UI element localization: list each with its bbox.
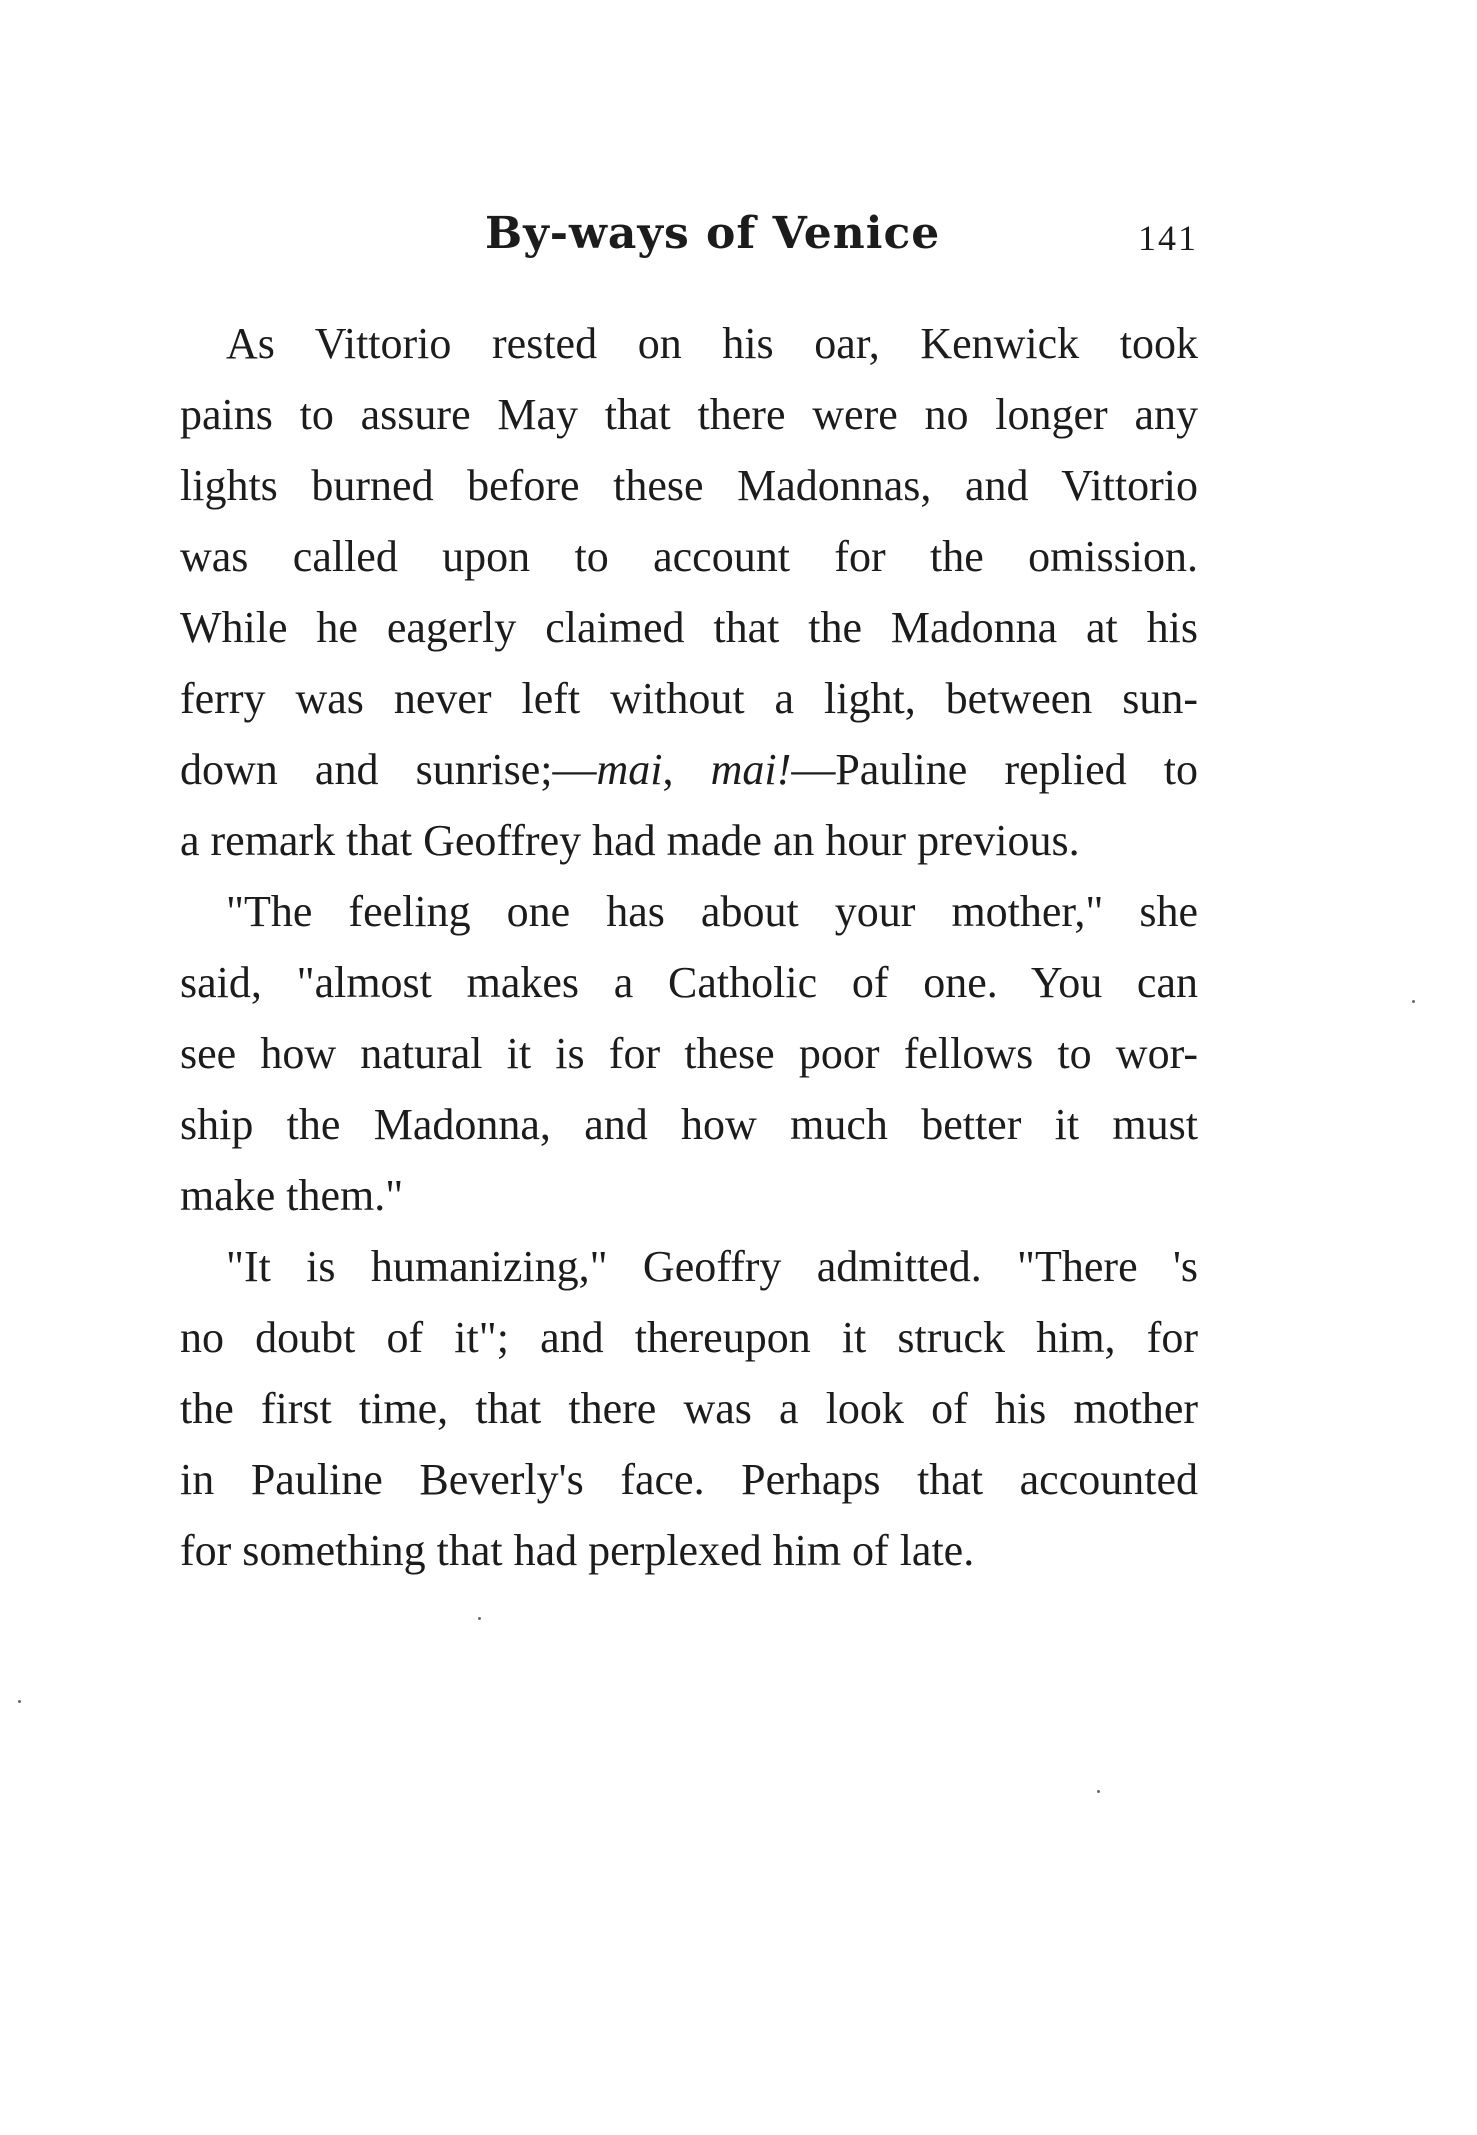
text-line: As Vittorio rested on his oar, Kenwick took (226, 319, 1198, 368)
text-line: was called upon to account for the omission. (180, 532, 1198, 581)
text-span: —Pauline replied to (791, 745, 1198, 794)
text-span: down and sunrise;— (180, 745, 597, 794)
text-line: While he eagerly claimed that the Madonna at his (180, 603, 1198, 652)
text-line: lights burned before these Madonnas, and Vittorio (180, 461, 1198, 510)
text-line: ferry was never left without a light, between sun- (180, 674, 1198, 723)
italic-word: mai (596, 745, 663, 794)
text-line: a remark that Geoffrey had made an hour previous. (180, 816, 1080, 865)
text-line-mixed (180, 734, 1198, 805)
text-line: the first time, that there was a look of his mother (180, 1384, 1198, 1433)
running-title: By-ways of Venice (485, 208, 941, 259)
paper-speck (478, 1617, 481, 1620)
page-number: 141 (1138, 218, 1198, 258)
text-line: make them." (180, 1171, 404, 1220)
paper-speck (1412, 1000, 1415, 1003)
paper-speck (1097, 1790, 1100, 1793)
text-line: said, "almost makes a Catholic of one. You can (180, 958, 1198, 1007)
text-line: "The feeling one has about your mother," she (226, 887, 1198, 936)
paper-speck (18, 1700, 21, 1703)
page-header (180, 204, 1198, 264)
text-line: no doubt of it"; and thereupon it struck him, for (180, 1313, 1198, 1362)
text-line: in Pauline Beverly's face. Perhaps that accounted (180, 1455, 1198, 1504)
text-line: ship the Madonna, and how much better it must (180, 1100, 1198, 1149)
text-line: for something that had perplexed him of late. (180, 1526, 975, 1575)
body-text (180, 308, 1198, 1586)
text-span: , (662, 745, 711, 794)
text-line: "It is humanizing," Geoffry admitted. "There 's (226, 1242, 1198, 1291)
text-line: pains to assure May that there were no longer any (180, 390, 1198, 439)
text-line: see how natural it is for these poor fellows to wor- (180, 1029, 1198, 1078)
italic-word: mai! (710, 745, 792, 794)
